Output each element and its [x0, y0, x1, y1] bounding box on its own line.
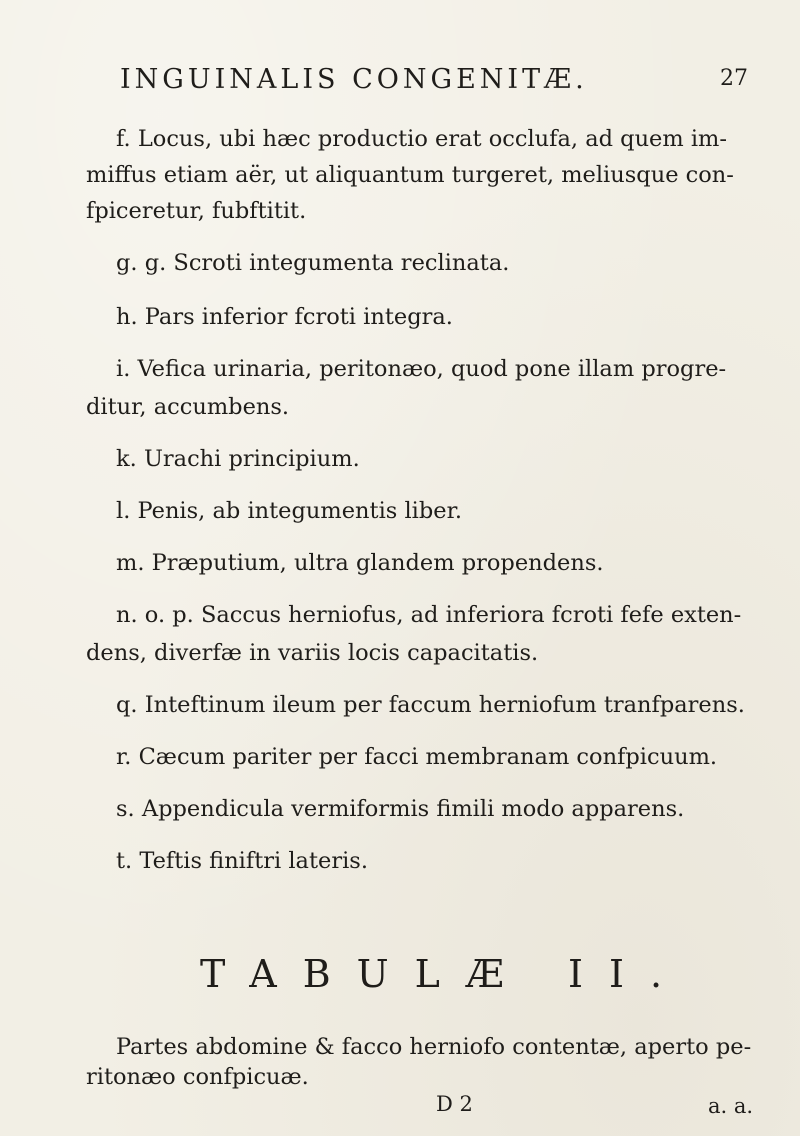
caption-line-1: Partes abdomine & facco herniofo contentæ, aperto pe-: [116, 1034, 752, 1060]
page-number: 27: [720, 66, 748, 91]
table-heading: TABULÆ II.: [200, 952, 689, 996]
page-header: [0, 64, 800, 104]
legend-line-t: t. Teftis finiftri lateris.: [116, 848, 368, 874]
legend-line-f-cont1: miffus etiam aër, ut aliquantum turgeret, meliusque con-: [86, 162, 734, 188]
signature-mark: D 2: [436, 1092, 473, 1116]
legend-line-i: i. Vefica urinaria, peritonæo, quod pone illam progre-: [116, 356, 727, 382]
legend-line-i-cont: ditur, accumbens.: [86, 394, 290, 420]
legend-line-nop-cont: dens, diverfæ in variis locis capacitatis.: [86, 640, 539, 666]
legend-line-f: f. Locus, ubi hæc productio erat occlufa, ad quem im-: [116, 126, 727, 152]
legend-line-h: h. Pars inferior fcroti integra.: [116, 304, 453, 330]
legend-line-nop: n. o. p. Saccus herniofus, ad inferiora fcroti fefe exten-: [116, 602, 742, 628]
legend-line-m: m. Præputium, ultra glandem propendens.: [116, 550, 604, 576]
legend-line-k: k. Urachi principium.: [116, 446, 360, 472]
running-title: INGUINALIS CONGENITÆ.: [120, 64, 588, 95]
legend-line-q: q. Inteftinum ileum per faccum herniofum tranfparens.: [116, 692, 745, 718]
legend-line-g: g. g. Scroti integumenta reclinata.: [116, 250, 510, 276]
caption-line-2: ritonæo confpicuæ.: [86, 1064, 309, 1090]
legend-line-r: r. Cæcum pariter per facci membranam confpicuum.: [116, 744, 718, 770]
legend-line-l: l. Penis, ab integumentis liber.: [116, 498, 463, 524]
catchword: a. a.: [708, 1094, 754, 1118]
legend-line-s: s. Appendicula vermiformis fimili modo apparens.: [116, 796, 685, 822]
legend-line-f-cont2: fpiceretur, fubftitit.: [86, 198, 307, 224]
